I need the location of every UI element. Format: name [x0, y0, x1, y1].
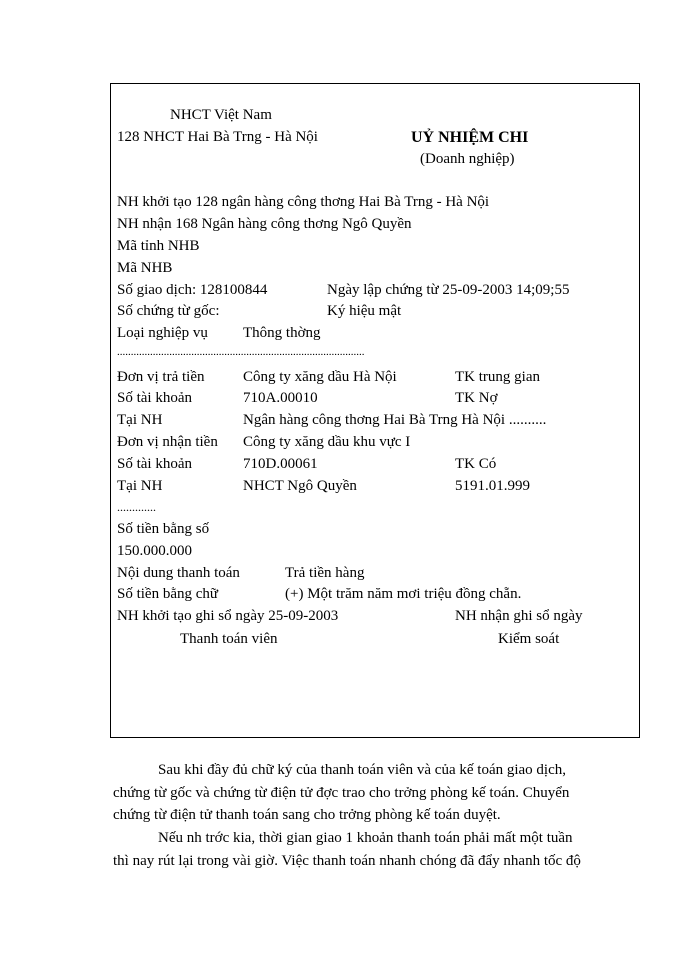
transaction-type-value: Thông thờng [243, 325, 321, 341]
branch-address: 128 NHCT Hai Bà Trng - Hà Nội [117, 129, 318, 145]
payee-value: Công ty xăng dầu khu vực I [243, 434, 411, 450]
secret-code-label: Ký hiệu mật [327, 303, 402, 319]
payee-bank-label: Tại NH [117, 478, 163, 494]
payer-account-value: 710A.00010 [243, 390, 318, 406]
receiving-bank: NH nhận 168 Ngân hàng công thơng Ngô Quyền [117, 216, 412, 232]
separator: .......................................................................................... [117, 346, 365, 358]
form-title: UỶ NHIỆM CHI [411, 129, 529, 146]
payer-account-label: Số tài khoản [117, 390, 192, 406]
debit-account-label: TK Nợ [455, 390, 498, 406]
amount-number-value: 150.000.000 [117, 543, 192, 559]
original-document-label: Số chứng từ gốc: [117, 303, 220, 319]
form-subtitle: (Doanh nghiệp) [420, 151, 515, 167]
payee-label: Đơn vị nhận tiền [117, 434, 218, 450]
teller-signature-label: Thanh toán viên [180, 631, 278, 647]
payer-label: Đơn vị trả tiền [117, 369, 205, 385]
paragraph-1-line-3: chứng từ điện tử thanh toán sang cho trởng phòng kế toán duyệt. [113, 807, 501, 823]
transaction-type-label: Loại nghiệp vụ [117, 325, 208, 341]
bank-name: NHCT Việt Nam [170, 107, 272, 123]
paragraph-2-line-2: thì nay rút lại trong vài giờ. Việc thanh toán nhanh chóng đã đẩy nhanh tốc độ [113, 853, 581, 869]
controller-signature-label: Kiểm soát [498, 631, 560, 647]
receiving-posting-date: NH nhận ghi sổ ngày [455, 608, 583, 624]
payee-bank-code: 5191.01.999 [455, 478, 530, 494]
short-separator: ............. [117, 500, 156, 514]
amount-number-label: Số tiền bằng số [117, 521, 210, 537]
payer-bank-value: Ngân hàng công thơng Hai Bà Trng Hà Nội .......... [243, 412, 547, 428]
payee-account-value: 710D.00061 [243, 456, 318, 472]
payee-account-label: Số tài khoản [117, 456, 192, 472]
paragraph-1-line-1: Sau khi đầy đủ chữ ký của thanh toán viên và của kế toán giao dịch, [158, 762, 567, 778]
bank-code: Mã NHB [117, 260, 173, 276]
paragraph-2-line-1: Nếu nh trớc kia, thời gian giao 1 khoản thanh toán phải mất một tuần [158, 830, 573, 846]
payment-content-label: Nội dung thanh toán [117, 565, 240, 581]
province-code: Mã tỉnh NHB [117, 238, 200, 254]
payer-bank-label: Tại NH [117, 412, 163, 428]
payment-content-value: Trả tiền hàng [285, 565, 365, 581]
amount-words-label: Số tiền bằng chữ [117, 586, 219, 602]
transaction-number: Số giao dịch: 128100844 [117, 282, 268, 298]
credit-account-label: TK Có [455, 456, 497, 472]
payer-value: Công ty xăng dầu Hà Nội [243, 369, 397, 385]
document-date: Ngày lập chứng từ 25-09-2003 14;09;55 [327, 282, 570, 298]
amount-words-value: (+) Một trăm năm mơi triệu đồng chẵn. [285, 586, 522, 602]
originating-bank: NH khởi tạo 128 ngân hàng công thơng Hai Bà Trng - Hà Nội [117, 194, 490, 210]
payee-bank-value: NHCT Ngô Quyền [243, 478, 357, 494]
originating-posting-date: NH khởi tạo ghi sổ ngày 25-09-2003 [117, 608, 339, 624]
paragraph-1-line-2: chứng từ gốc và chứng từ điện tử đợc trao cho trởng phòng kế toán. Chuyển [113, 785, 570, 801]
intermediate-account-label: TK trung gian [455, 369, 540, 385]
